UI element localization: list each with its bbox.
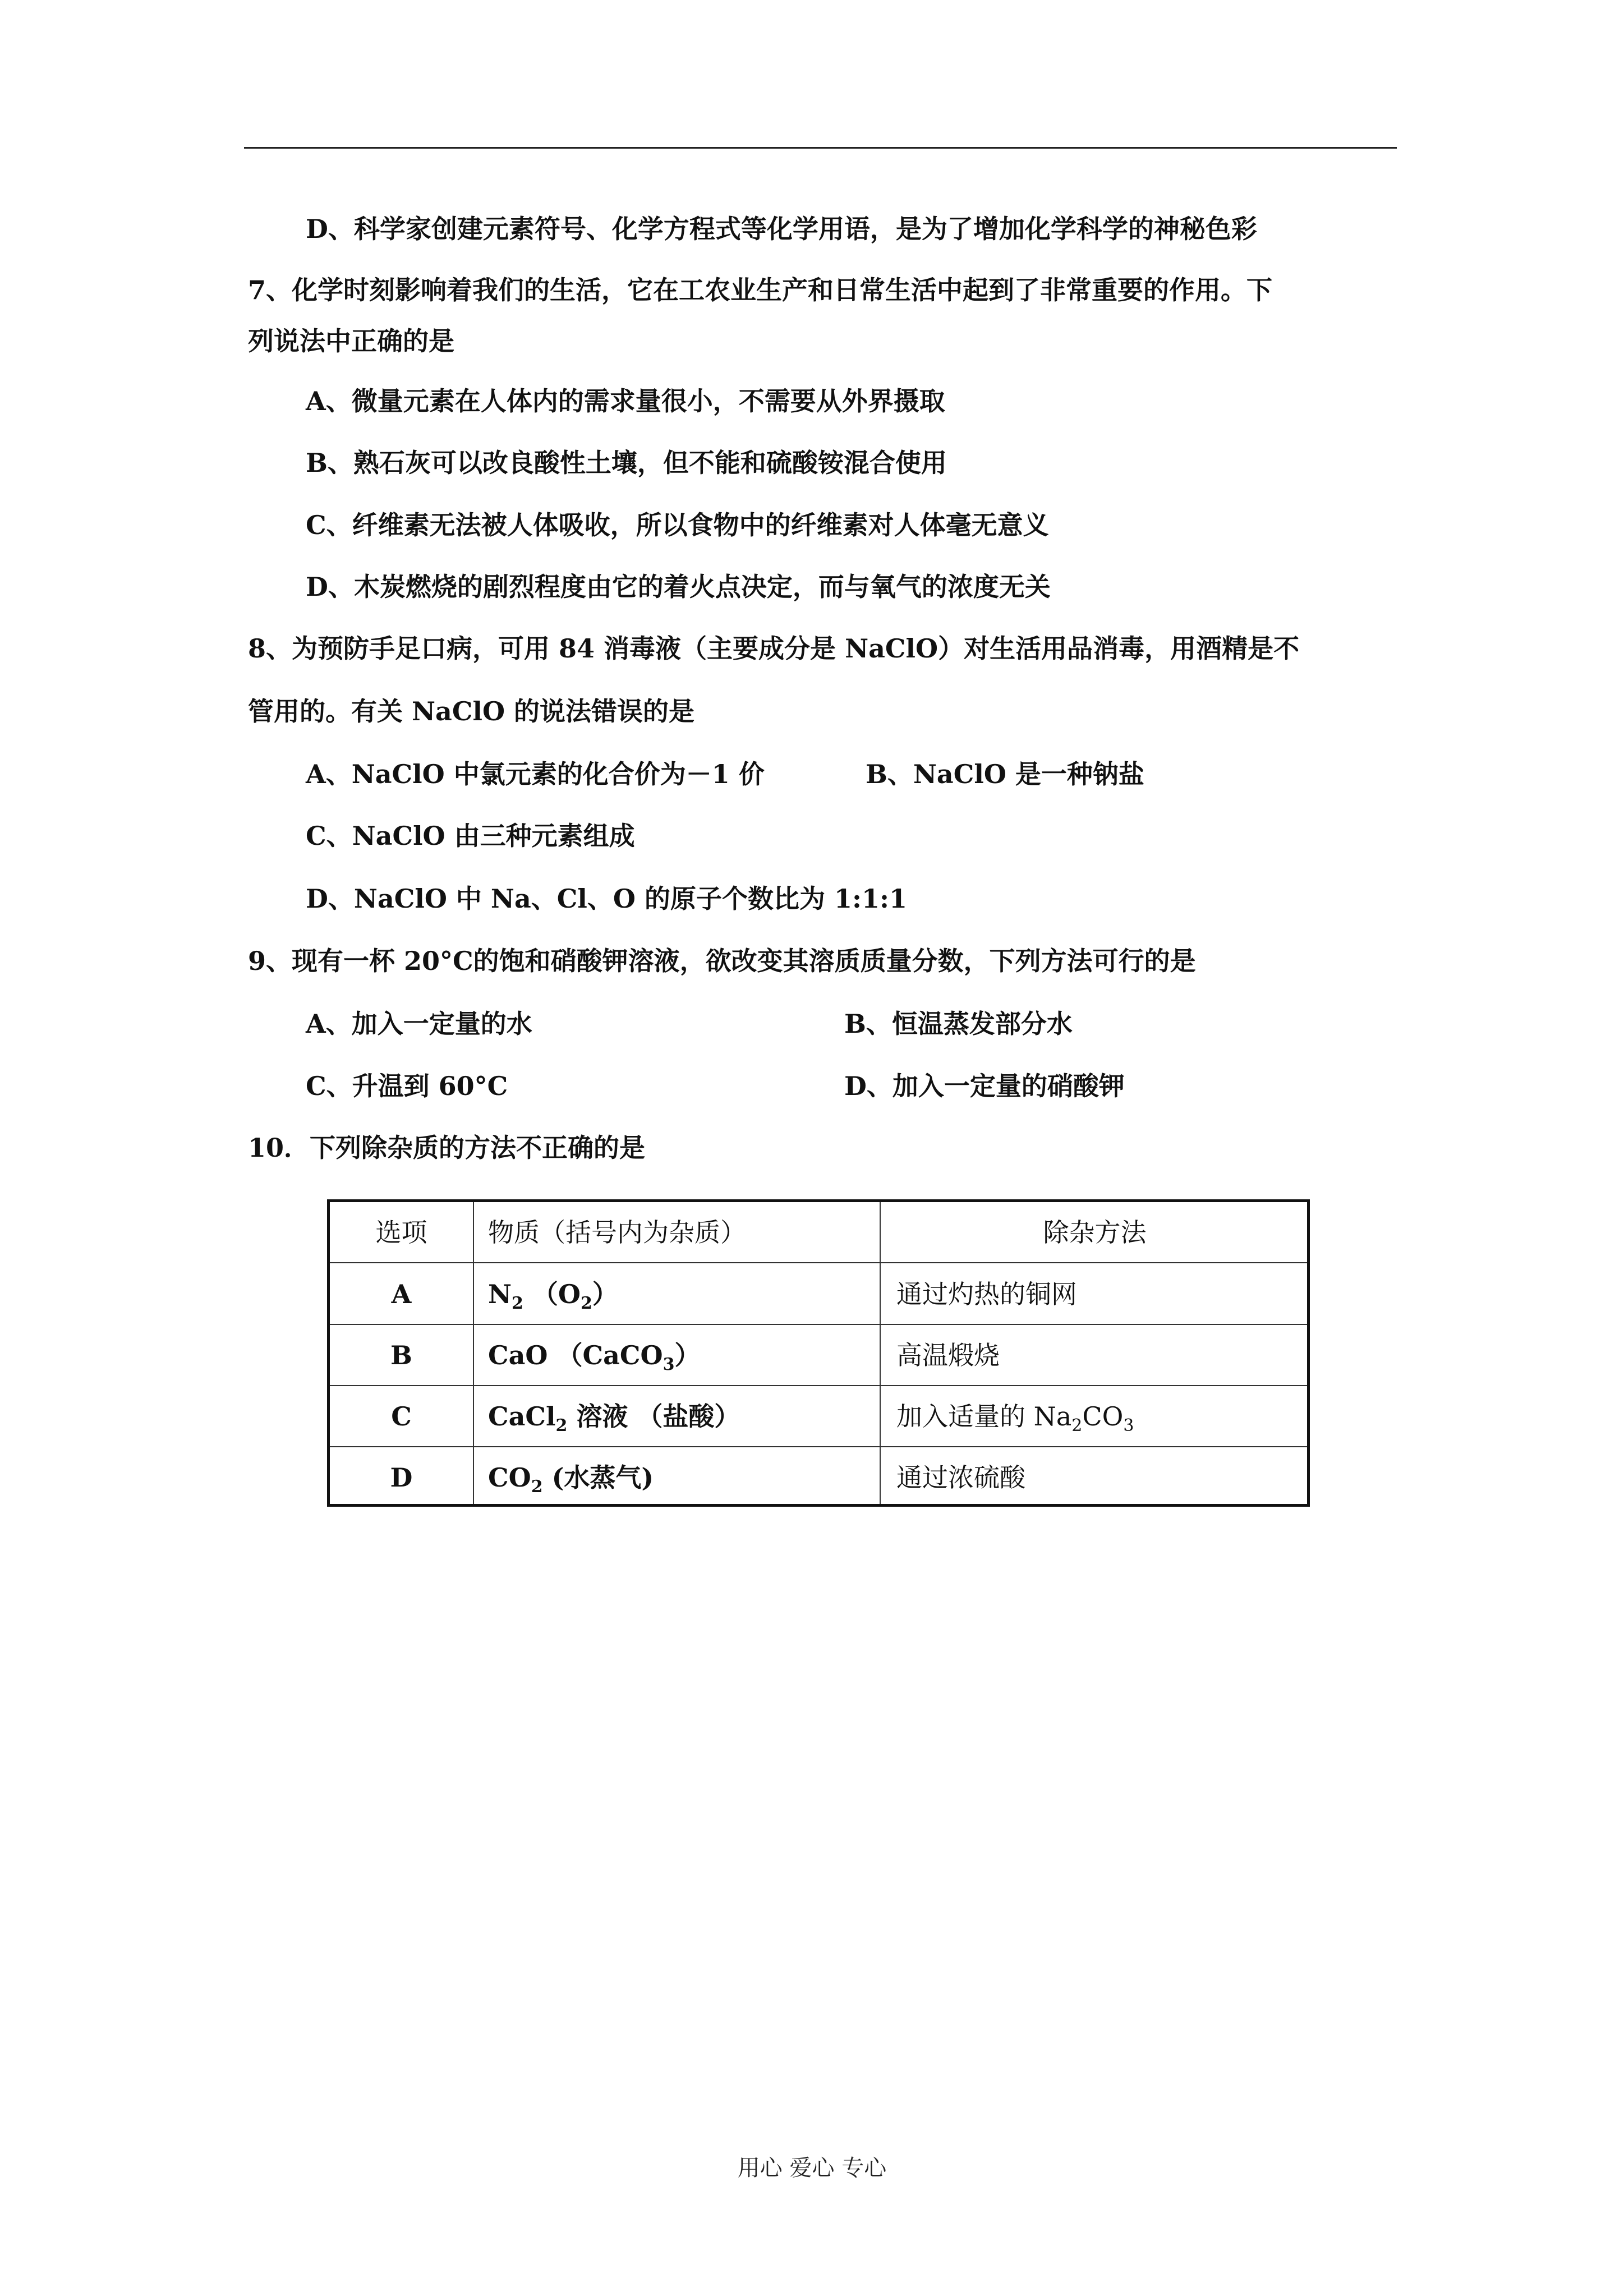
q9-option-b: B、恒温蒸发部分水 (844, 1009, 1073, 1039)
table-divider (330, 1324, 1307, 1325)
table-divider (330, 1385, 1307, 1386)
table-header-option: 选项 (375, 1217, 427, 1248)
table-cell-method: 通过浓硫酸 (896, 1462, 1025, 1493)
impurity-removal-table (327, 1199, 1310, 1507)
q8-option-d: D、NaClO 中 Na、Cl、O 的原子个数比为 1:1:1 (306, 884, 907, 914)
table-cell-substance: $N_2$ $(O_2)$ (488, 1279, 618, 1313)
table-cell-substance: $CO_2$ (水蒸气) (488, 1462, 654, 1497)
q7-option-a: A、微量元素在人体内的需求量很小，不需要从外界摄取 (306, 386, 945, 416)
table-header-method: 除杂方法 (1043, 1217, 1147, 1248)
table-cell-method: 高温煅烧 (896, 1340, 1000, 1370)
q8-option-a: A、NaClO 中氯元素的化合价为－1 价 (306, 759, 765, 789)
q8-stem-line2: 管用的。有关 NaClO 的说法错误的是 (248, 696, 695, 726)
q10-stem: 10．下列除杂质的方法不正确的是 (248, 1133, 646, 1163)
q7-option-b: B、熟石灰可以改良酸性土壤，但不能和硫酸铵混合使用 (306, 448, 947, 478)
table-cell-option: C (391, 1401, 412, 1432)
q7-option-d: D、木炭燃烧的剧烈程度由它的着火点决定，而与氧气的浓度无关 (306, 572, 1051, 602)
q9-option-c: C、升温到 60°C (306, 1071, 508, 1101)
table-divider (473, 1202, 474, 1504)
table-cell-option: D (390, 1462, 413, 1493)
page-footer: 用心 爱心 专心 (737, 2155, 887, 2181)
q9-stem: 9、现有一杯 20°C的饱和硝酸钾溶液，欲改变其溶质质量分数，下列方法可行的是 (248, 946, 1196, 976)
q8-stem-line1: 8、为预防手足口病，可用 84 消毒液（主要成分是 NaClO）对生活用品消毒，用酒精是不 (248, 633, 1300, 664)
q8-option-b: B、NaClO 是一种钠盐 (866, 759, 1144, 789)
q9-option-a: A、加入一定量的水 (306, 1009, 532, 1039)
table-divider (330, 1262, 1307, 1263)
q7-stem-line1: 7、化学时刻影响着我们的生活，它在工农业生产和日常生活中起到了非常重要的作用。下 (248, 275, 1273, 305)
table-cell-substance: CaO （CaCO$_3$） (488, 1340, 701, 1374)
q6-option-d: D、科学家创建元素符号、化学方程式等化学用语，是为了增加化学科学的神秘色彩 (306, 214, 1257, 244)
table-cell-method: 加入适量的 $Na_2CO_3$ (896, 1401, 1134, 1435)
table-cell-substance: CaCl$_2$ 溶液 （盐酸） (488, 1401, 740, 1435)
q7-option-c: C、纤维素无法被人体吸收，所以食物中的纤维素对人体毫无意义 (306, 510, 1049, 540)
q7-stem-line2: 列说法中正确的是 (248, 326, 454, 356)
header-rule (244, 147, 1397, 149)
table-divider (330, 1446, 1307, 1447)
q9-option-d: D、加入一定量的硝酸钾 (844, 1071, 1125, 1101)
q8-option-c: C、NaClO 由三种元素组成 (306, 821, 635, 851)
table-header-substance: 物质（括号内为杂质） (488, 1217, 746, 1248)
table-cell-option: A (391, 1279, 412, 1309)
table-cell-option: B (390, 1340, 412, 1370)
table-cell-method: 通过灼热的铜网 (896, 1279, 1077, 1309)
